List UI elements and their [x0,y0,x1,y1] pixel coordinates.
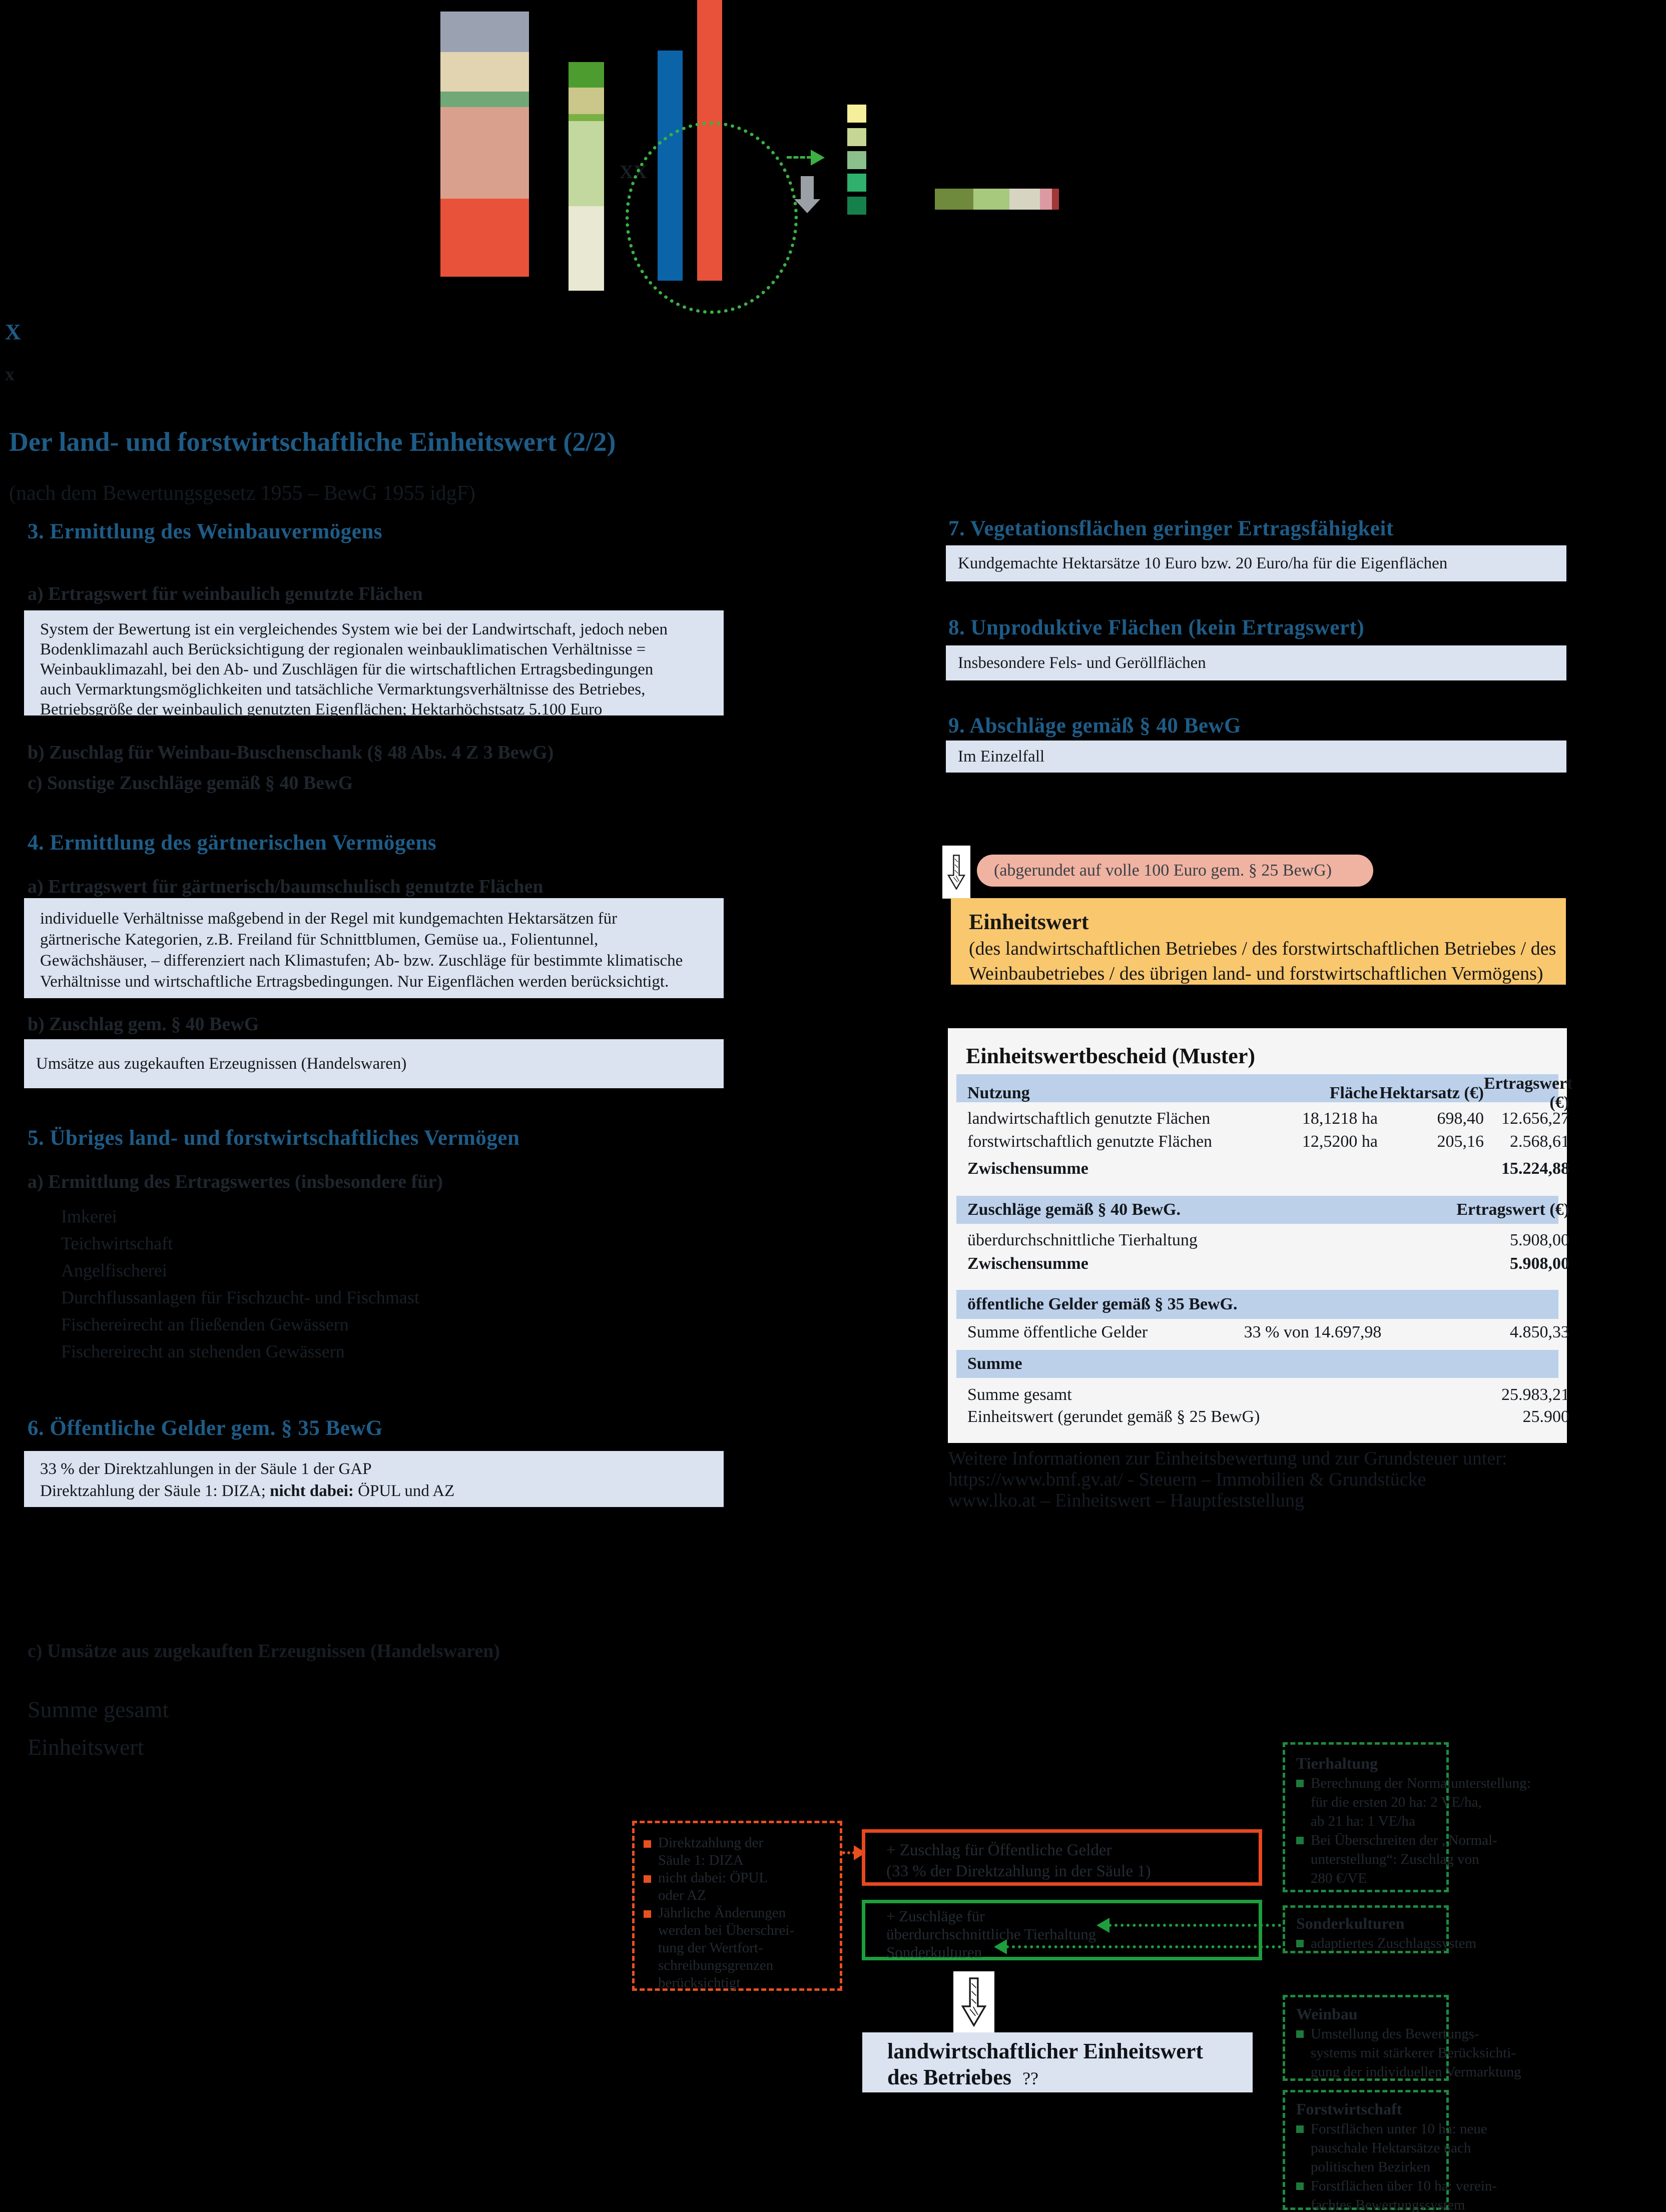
cell-label: Zwischensumme [967,1159,1088,1178]
cell-flaeche: 18,1218 ha [1302,1109,1378,1128]
box-title: Tierhaltung [1296,1754,1378,1772]
box-title: Weinbau [1296,2005,1358,2023]
stray-x-blue: X [5,320,21,344]
bullet-line: werden bei Überschrei- [658,1922,795,1938]
bullet-item [644,1869,831,1904]
bullet-item [1296,1774,1531,1831]
col-header: Ertragswert (€) [1456,1200,1569,1219]
section-5-heading: 5. Übriges land- und forstwirtschaftliches Vermögen [28,1126,520,1150]
einheitswert-box-line: (des landwirtschaftlichen Betriebes / des forstwirtschaftlichen Betriebes / des [969,938,1556,959]
cell-label: Einheitswert (gerundet gemäß § 25 BewG) [967,1407,1260,1426]
section-5a-subheading: a) Ermittlung des Ertragswertes (insbesondere für) [28,1171,443,1192]
infobox-line: individuelle Verhältnisse maßgebend in der Regel mit kundgemachten Hektarsätzen für [40,910,618,928]
result-line: landwirtschaftlicher Einheitswert [887,2039,1204,2063]
infobox-line [40,1480,708,1502]
bullet-line: schreibungsgrenzen [658,1957,774,1973]
list-item: Teichwirtschaft [61,1233,173,1253]
section-9-heading: 9. Abschläge gemäß § 40 BewG [948,714,1241,738]
section-4b-subheading: b) Zuschlag gem. § 40 BewG [28,1014,259,1035]
cell-value: 5.908,00 [1510,1231,1569,1249]
list-item: Durchflussanlagen für Fischzucht- und Fischmast [61,1287,419,1307]
bullet-line: gung der individuellen Vermarktung [1311,2064,1521,2080]
info-link-bmf[interactable]: https://www.bmf.gv.at/ - Steuern – Immobilien & Grundstücke [948,1469,1426,1490]
list-item: Fischereirecht an stehenden Gewässern [61,1341,345,1361]
infobox-line: Kundgemachte Hektarsätze 10 Euro bzw. 20 Euro/ha für die Eigenflächen [958,554,1448,572]
section-4-infobox [24,898,724,998]
down-arrow-icon [942,846,970,899]
box-title: Forstwirtschaft [1296,2100,1402,2118]
bullet-line: für die ersten 20 ha: 2 VE/ha, [1311,1794,1482,1810]
infobox-line: gärtnerische Kategorien, z.B. Freiland für Schnittblumen, Gemüse ua., Folientunnel, [40,931,599,949]
infobox-line: Betriebsgröße der weinbaulich genutzten Eigenflächen; Hektarhöchstsatz 5.100 Euro [40,700,603,718]
einheitswert-box-title: Einheitswert [969,910,1089,934]
green-bullet-icon [1296,1940,1304,1947]
strip-seg-pink [1040,189,1052,210]
bullet-line: systems mit stärkerer Berücksichti- [1311,2045,1516,2061]
section-4a-subheading: a) Ertragswert für gärtnerisch/baumschulisch genutzte Flächen [28,876,543,897]
infobox-line-part: ÖPUL und AZ [353,1482,455,1500]
bullet-line: pauschale Hektarsätze nach [1311,2140,1471,2156]
green-arrow-head-icon [811,150,825,166]
bar2-seg-lightgreen [569,121,604,206]
down-arrow-glyph [960,1976,988,2028]
info-line: Weitere Informationen zur Einheitsbewertung und zur Grundsteuer unter: [948,1448,1507,1469]
bullet-line: nicht dabei: ÖPUL [658,1870,768,1886]
cell-ertragswert: 2.568,61 [1510,1132,1569,1151]
bullet-line: Direktzahlung der [658,1835,764,1851]
box-line: (33 % der Direktzahlung in der Säule 1) [886,1862,1151,1880]
bar2-seg-darkgreen [569,62,604,88]
infobox-line: Im Einzelfall [958,747,1045,766]
bar2-seg-olive [569,88,604,114]
cell-value: 25.983,21 [1501,1385,1569,1404]
rounding-note-pill [977,855,1373,887]
table-row [956,1384,1569,1406]
green-bullet-icon [1296,1837,1304,1844]
green-dotted-arrow-line-1 [1108,1924,1281,1927]
table-header-row-3 [956,1290,1558,1319]
box-line: + Zuschlag für Öffentliche Gelder [886,1841,1112,1859]
infobox-line: auch Vermarktungsmöglichkeiten und tatsächliche Vermarktungsverhältnisse des Betriebes, [40,680,646,698]
table-row [956,1229,1569,1252]
section-3b-subheading: b) Zuschlag für Weinbau-Buschenschank (§ 48 Abs. 4 Z 3 BewG) [28,742,554,763]
bullet-line: ab 21 ha: 1 VE/ha [1311,1813,1415,1829]
legend-square-4 [847,174,866,192]
result-line-part: des Betriebes [887,2065,1012,2089]
infobox-line: System der Bewertung ist ein vergleichendes System wie bei der Landwirtschaft, jedoch neben [40,620,668,638]
bullet-line: tung der Wertfort- [658,1940,763,1956]
bar1-seg-red [440,199,529,277]
cell-nutzung: forstwirtschaftlich genutzte Flächen [967,1132,1213,1151]
result-question-marks: ?? [1022,2068,1039,2088]
orange-bullet-icon [644,1910,651,1918]
strip-seg-darkred [1052,189,1059,210]
cell-label: Summe gesamt [967,1385,1072,1404]
section-4-infobox-2 [24,1039,724,1088]
infobox-line: Umsätze aus zugekauften Erzeugnissen (Handelswaren) [36,1054,407,1073]
bullet-item [1296,2176,1497,2212]
section-3-heading: 3. Ermittlung des Weinbauvermögens [28,520,383,543]
green-bullet-icon [1296,2182,1304,2190]
stacked-bar-2 [569,62,604,291]
faint-einheitswert: Einheitswert [28,1734,144,1760]
infobox-line-bold: nicht dabei: [270,1482,354,1500]
bullet-line: Umstellung des Bewertungs- [1311,2026,1479,2042]
green-dotted-arrow-head-2 [994,1939,1007,1954]
table-subtotal-row [956,1252,1569,1275]
sonderkulturen-dashed-box [1283,1905,1476,1953]
section-3-infobox [24,610,724,718]
stacked-bar-hidden-label: XX [620,162,647,183]
green-dotted-arrow-line-2 [1006,1945,1281,1948]
dotted-circle [626,122,798,314]
table-row [956,1130,1569,1153]
table-header-row-2 [956,1196,1569,1224]
tierhaltung-dashed-box [1283,1742,1531,1892]
legend-square-2 [847,128,866,146]
col-header: Summe [967,1354,1022,1373]
box-line: Sonderkulturen [886,1943,982,1961]
cell-value: 5.908,00 [1510,1254,1569,1273]
bullet-line: Forstflächen unter 10 ha: neue [1311,2121,1487,2137]
cell-calc: 33 % von 14.697,98 [1244,1323,1382,1341]
bullet-line: adaptiertes Zuschlagssystem [1311,1935,1476,1951]
einheitswert-box-line: Weinbaubetriebes / des übrigen land- und forstwirtschaftlichen Vermögens) [969,963,1543,984]
cell-nutzung: landwirtschaftlich genutzte Flächen [967,1109,1211,1128]
page-title: Der land- und forstwirtschaftliche Einheitswert (2/2) [9,427,616,457]
col-header: Hektarsatz (€) [1379,1084,1484,1102]
rounding-note-text: (abgerundet auf volle 100 Euro gem. § 25 BewG) [994,861,1332,880]
bullet-line: politischen Bezirken [1311,2159,1431,2175]
cell-value: 15.224,88 [1501,1159,1569,1178]
section-7-heading: 7. Vegetationsflächen geringer Ertragsfähigkeit [948,517,1394,540]
result-line [887,2064,1228,2091]
section-4-heading: 4. Ermittlung des gärtnerischen Vermögens [28,831,437,855]
bar1-seg-tan [440,52,529,92]
down-arrow-glyph [946,850,966,894]
forstwirtschaft-dashed-box [1283,2090,1497,2212]
infobox-line: Weinbauklimazahl, bei den Ab- und Zuschlägen für die wirtschaftlichen Ertragsbedingungen [40,660,654,678]
green-bullet-icon [1296,2030,1304,2038]
infobox-line: 33 % der Direktzahlungen in der Säule 1 der GAP [40,1460,372,1478]
bescheid-table-title: Einheitswertbescheid (Muster) [966,1044,1256,1068]
cell-value: 25.900 [1522,1407,1569,1426]
faint-c-subheading: c) Umsätze aus zugekauften Erzeugnissen (Handelswaren) [28,1641,500,1662]
section-7-infobox [946,545,1566,581]
legend-square-3 [847,151,866,169]
orange-bullet-icon [644,1840,651,1848]
bullet-line: Jährliche Änderungen [658,1905,786,1921]
cell-hektarsatz: 205,16 [1437,1132,1484,1151]
green-bullet-icon [1296,1780,1304,1787]
weinbau-dashed-box [1283,1995,1521,2081]
cell-label: Summe öffentliche Gelder [967,1323,1148,1341]
green-dotted-arrow-head-1 [1096,1918,1109,1933]
bullet-item [1296,1831,1497,1888]
list-item: Angelfischerei [61,1260,167,1280]
green-bullet-icon [1296,2125,1304,2133]
faint-summe-gesamt: Summe gesamt [28,1697,169,1722]
section-8-infobox [946,645,1566,680]
gray-down-arrow-shaft [801,176,814,199]
bullet-line: Forstflächen über 10 ha: verein- [1311,2178,1497,2194]
cell-value: 4.850,33 [1510,1323,1569,1341]
bullet-item [1296,2024,1521,2081]
col-header: öffentliche Gelder gemäß § 35 BewG. [967,1295,1238,1313]
box-line: überdurchschnittliche Tierhaltung [886,1925,1096,1943]
table-subtotal-row [956,1157,1569,1180]
bullet-item [1296,2119,1487,2176]
green-arrow-line [787,156,812,159]
infobox-line: Verhältnisse und wirtschaftliche Ertragsbedingungen. Nur Eigenflächen werden berücksichtigt. [40,973,669,991]
down-arrow-icon [953,1971,994,2032]
bullet-line: Säule 1: DIZA [658,1852,744,1868]
cell-label: überdurchschnittliche Tierhaltung [967,1231,1198,1249]
landw-einheitswert-result-box [862,2032,1253,2092]
col-header: Nutzung [967,1084,1030,1102]
bullet-line: Berechnung der Normalunterstellung: [1311,1775,1531,1791]
table-row [956,1321,1569,1344]
table-row [956,1406,1569,1428]
infobox-line: Gewächshäuser, – differenziert nach Klimastufen; Ab- bzw. Zuschläge für bestimmte klimatische [40,952,683,970]
box-line: + Zuschläge für [886,1907,985,1925]
col-header: Zuschläge gemäß § 40 BewG. [967,1200,1181,1219]
legend-square-5 [847,197,866,215]
cell-label: Zwischensumme [967,1254,1088,1273]
infobox-line: Insbesondere Fels- und Geröllflächen [958,653,1206,672]
bullet-line: unterstellung“: Zuschlag von [1311,1851,1479,1867]
cell-ertragswert: 12.656,27 [1501,1109,1569,1128]
section-8-heading: 8. Unproduktive Flächen (kein Ertragswert) [948,616,1365,639]
color-strip [935,189,1059,210]
direktzahlung-dashed-box [632,1821,842,1991]
bullet-item [644,1834,831,1869]
bar2-seg-greenstrip [569,114,604,121]
section-6-infobox [24,1451,724,1507]
bullet-line: berücksichtigt [658,1975,741,1991]
bar1-seg-green [440,92,529,107]
zuschlaege-box [862,1900,1262,1960]
bullet-line: Bei Überschreiten der „Normal- [1311,1832,1497,1848]
bar1-seg-gray [440,12,529,52]
legend-square-1 [847,105,866,123]
bullet-line: 280 €/VE [1311,1870,1367,1886]
strip-seg-olive [935,189,973,210]
zuschlag-gelder-box [862,1829,1262,1886]
stray-x-dark: x [5,364,15,385]
cell-flaeche: 12,5200 ha [1302,1132,1378,1151]
section-3c-subheading: c) Sonstige Zuschläge gemäß § 40 BewG [28,773,353,794]
list-item: Fischereirecht an fließenden Gewässern [61,1314,349,1334]
page-subtitle: (nach dem Bewertungsgesetz 1955 – BewG 1955 idgF) [9,482,475,505]
section-3a-subheading: a) Ertragswert für weinbaulich genutzte Flächen [28,583,423,604]
bar2-seg-cream [569,206,604,291]
gray-down-arrow-head-icon [794,199,820,213]
strip-seg-lightgreen [973,189,1009,210]
bar1-seg-salmon [440,107,529,199]
strip-seg-beige [1009,189,1040,210]
section-6-heading: 6. Öffentliche Gelder gem. § 35 BewG [28,1416,383,1440]
info-link-lko[interactable]: www.lko.at – Einheitswert – Hauptfeststellung [948,1490,1304,1511]
infobox-line: Bodenklimazahl auch Berücksichtigung der regionalen weinbauklimatischen Verhältnisse = [40,640,646,658]
table-header-row [956,1074,1573,1112]
table-row [956,1107,1569,1130]
einheitswert-box [951,898,1566,985]
infobox-line-part: Direktzahlung der Säule 1: DIZA; [40,1482,270,1500]
bullet-line: oder AZ [658,1887,706,1903]
bullet-item [1296,1934,1476,1953]
orange-bullet-icon [644,1875,651,1883]
section-9-infobox [946,741,1566,773]
col-header: Ertragswert (€) [1484,1074,1573,1112]
list-item: Imkerei [61,1206,117,1226]
bullet-line: fachtes Bewertungssystem [1311,2197,1465,2212]
table-header-row-4 [956,1350,1558,1378]
box-title: Sonderkulturen [1296,1914,1405,1932]
bullet-item [644,1904,831,1992]
cell-hektarsatz: 698,40 [1437,1109,1484,1128]
stacked-bar-1 [440,12,529,277]
col-header: Fläche [1329,1084,1378,1102]
